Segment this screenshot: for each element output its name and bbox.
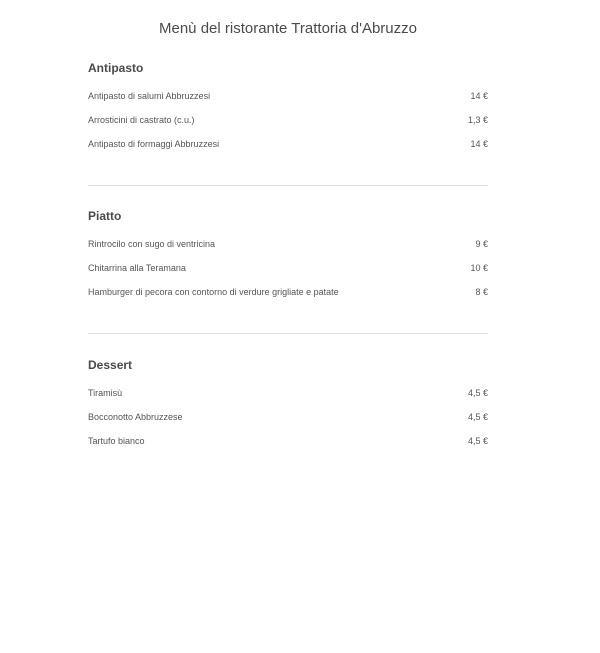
menu-item	[88, 287, 488, 311]
item-price: 14 €	[470, 139, 488, 149]
section-piatto	[88, 208, 488, 311]
item-name: Tiramisù	[88, 388, 123, 398]
item-name: Arrosticini di castrato (c.u.)	[88, 115, 195, 125]
menu-item	[88, 263, 488, 287]
item-name: Antipasto di formaggi Abbruzzesi	[88, 139, 220, 149]
item-list	[88, 388, 488, 460]
item-price: 10 €	[470, 263, 488, 273]
item-list	[88, 91, 488, 163]
menu-item	[88, 412, 488, 436]
item-name: Hamburger di pecora con contorno di verdure grigliate e patate	[88, 287, 339, 297]
menu-item	[88, 139, 488, 163]
menu-item	[88, 388, 488, 412]
section-title: Antipasto	[88, 61, 144, 75]
item-price: 4,5 €	[467, 388, 488, 398]
section-divider	[88, 185, 488, 186]
item-name: Antipasto di salumi Abbruzzesi	[88, 91, 211, 101]
section-title: Piatto	[88, 209, 122, 223]
item-name: Chitarrina alla Teramana	[88, 263, 186, 273]
item-price: 14 €	[470, 91, 488, 101]
page-title: Menù del ristorante Trattoria d'Abruzzo	[159, 20, 417, 37]
item-price: 1,3 €	[467, 115, 488, 125]
item-name: Rintrocilo con sugo di ventricina	[88, 239, 216, 249]
item-price: 4,5 €	[467, 436, 488, 446]
item-name: Bocconotto Abbruzzese	[88, 412, 183, 422]
item-price: 9 €	[475, 239, 488, 249]
menu-item	[88, 115, 488, 139]
section-dessert	[88, 357, 488, 460]
item-price: 4,5 €	[467, 412, 488, 422]
section-divider	[88, 333, 488, 334]
item-name: Tartufo bianco	[88, 436, 145, 446]
menu-item	[88, 91, 488, 115]
menu-item	[88, 436, 488, 460]
item-price: 8 €	[475, 287, 488, 297]
item-list	[88, 239, 488, 311]
section-title: Dessert	[88, 358, 133, 372]
section-antipasto	[88, 60, 488, 163]
menu-item	[88, 239, 488, 263]
